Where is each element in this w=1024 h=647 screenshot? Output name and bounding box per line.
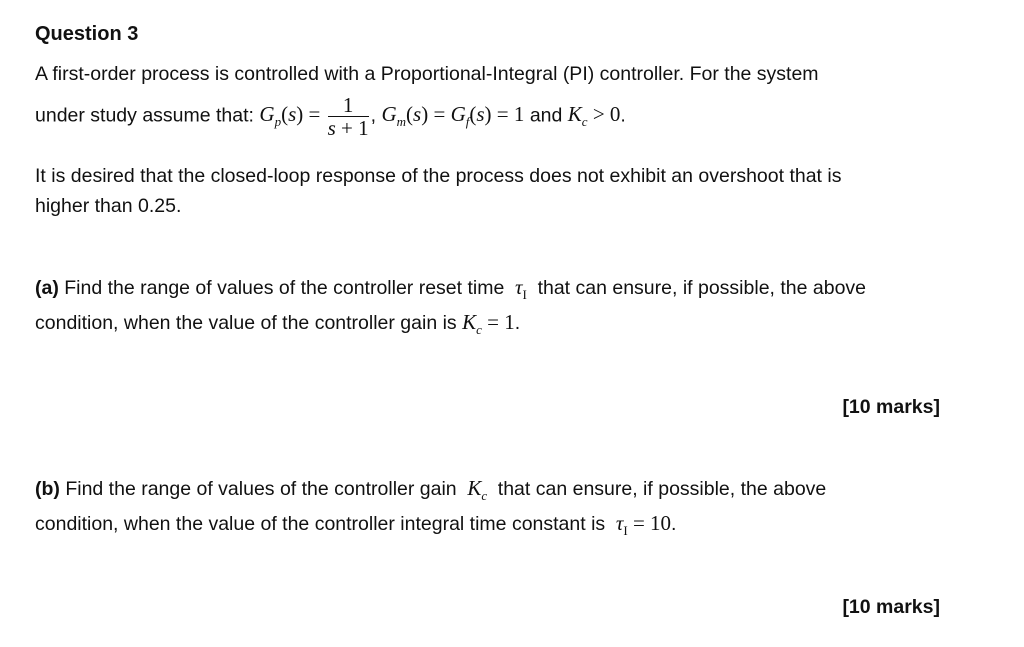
process-transfer-function: $G_p(s)$ = $\frac{1}{s + 1}$: [259, 93, 369, 140]
part-b-text-1a: Find the range of values of the controller gain: [65, 478, 457, 500]
intro-line-1: [35, 63, 941, 86]
part-a-text-2: condition, when the value of the controller gain is: [35, 312, 457, 334]
part-a-label: (a): [35, 277, 59, 299]
and-text: and: [529, 104, 563, 127]
part-a-line-1: [35, 275, 866, 303]
desired-line-2: [35, 195, 181, 218]
part-b-text-1b: that can ensure, if possible, the above: [497, 478, 827, 500]
intro-text-2: under study assume that:: [35, 104, 254, 127]
intro-line-2: under study assume that: $G_p(s)$ = $\frac{1}{s + 1}$ , $G_m(s) = G_f(s) = 1$ and $K_c > 0$.: [35, 93, 626, 140]
part-a-marks: [10 marks]: [842, 396, 940, 418]
part-b-line-2: condition, when the value of the controller integral time constant is $\tau_I = 10$.: [35, 511, 677, 538]
question-title: Question 3: [35, 23, 139, 45]
part-b-label: (b): [35, 478, 60, 500]
part-b-text-2: condition, when the value of the controller integral time constant is: [35, 513, 606, 535]
gain-value: $K_c = 1$: [462, 310, 515, 337]
desired-text-1: It is desired that the closed-loop response of the process does not exhibit an overshoot that is: [35, 165, 842, 187]
desired-line-1: [35, 165, 941, 188]
part-b-line-1: [35, 476, 826, 504]
part-a-text-1a: Find the range of values of the controller reset time: [64, 277, 505, 299]
part-a-text-1b: that can ensure, if possible, the above: [537, 277, 867, 299]
integral-time-value: $\tau_I = 10$: [610, 511, 672, 538]
part-b-marks: [10 marks]: [842, 596, 940, 618]
reset-time-symbol: $\tau_I$: [509, 275, 527, 302]
fraction: $\frac{1}{s + 1}$: [327, 93, 369, 140]
controller-gain-symbol: $K_c$: [462, 476, 488, 503]
part-a-line-2: condition, when the value of the controller gain is $K_c = 1$.: [35, 310, 521, 337]
gain-condition: $K_c > 0$: [567, 102, 621, 130]
intro-text-1: A first-order process is controlled with a Proportional-Integral (PI) controller. For the system: [35, 63, 819, 85]
measurement-filter-equation: $G_m(s) = G_f(s) = 1$: [381, 102, 525, 130]
desired-text-2: higher than 0.25.: [35, 195, 182, 217]
